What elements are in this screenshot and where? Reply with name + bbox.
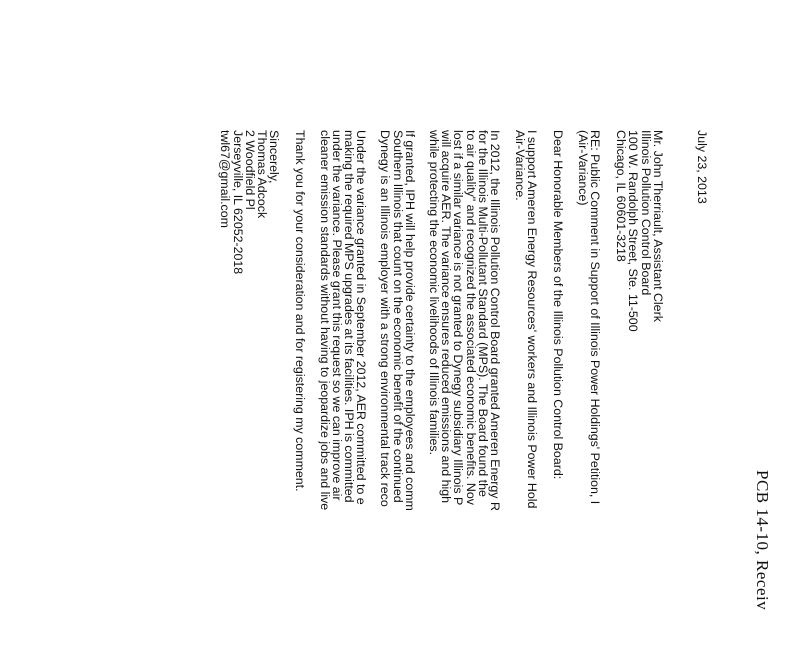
- paragraph-line: while protecting the economic livelihoods of Illinois families.: [426, 130, 441, 456]
- signer-email: twl67@gmail.com: [218, 130, 233, 228]
- paragraph-line: under the variance. Please grant this request so we can improve air: [329, 130, 344, 501]
- address-line: Illinois Pollution Control Board: [638, 130, 653, 296]
- support-statement: [514, 130, 538, 650]
- paragraph-line: Under the variance granted in September 2012, AER committed to e: [354, 130, 369, 505]
- letter-body: [219, 130, 708, 650]
- paragraph-line: for the Illinois Multi-Pollutant Standard (MPS). The Board found the: [475, 130, 490, 497]
- thanks-line: Thank you for your consideration and for registering my comment.: [293, 130, 308, 492]
- closing: Sincerely,: [267, 130, 282, 184]
- paragraph-1: [428, 130, 501, 650]
- paragraph-line: to air quality" and recognized the associated economic benefits. Nov: [463, 130, 478, 505]
- signer-city: Jerseyville, IL 62052-2018: [230, 130, 245, 275]
- salutation: Dear Honorable Members of the Illinois Pollution Control Board:: [550, 130, 565, 480]
- paragraph-3: [318, 130, 367, 650]
- paragraph-2: [379, 130, 416, 650]
- address-line: Chicago, IL 60601-3218: [614, 130, 629, 262]
- letter-date: July 23, 2013: [695, 130, 709, 204]
- paragraph-line: lost if a similar variance is not granted to Dynegy subsidiary Illinois P: [451, 130, 466, 506]
- paragraph-line: Dynegy is an Illinois employer with a strong environmental track reco: [378, 130, 393, 507]
- signer-street: 2 Woodfield Pl: [242, 130, 257, 210]
- subject-line: [577, 130, 601, 650]
- support-line-2: Air-Variance.: [513, 130, 528, 201]
- paragraph-line: In 2012, the Illinois Pollution Control Board granted Ameren Energy R: [487, 130, 502, 511]
- signature-block: [219, 130, 268, 650]
- paragraph-line: making the required MPS upgrades at its facilities. IPH is committed: [341, 130, 356, 503]
- subject-line-2: (Air-Variance): [575, 130, 590, 206]
- address-line: Mr. John Therriault, Assistant Clerk: [650, 130, 665, 322]
- subject-line-1: RE: Public Comment in Support of Illinois Power Holdings' Petition, I: [587, 130, 602, 505]
- paragraph-line: Southern Illinois that count on the economic benefit of the continued: [390, 130, 405, 503]
- signer-name: Thomas Adcock: [254, 130, 269, 219]
- recipient-address: [615, 130, 664, 650]
- address-line: 100 W. Randolph Street, Ste. 11-500: [626, 130, 641, 332]
- filing-stamp: PCB 14-10, Receiv: [753, 470, 772, 611]
- paragraph-line: If granted, IPH will help provide certainty to the employees and comm: [402, 130, 417, 511]
- paragraph-line: will acquire AER. The variance ensures reduced emissions and high: [439, 130, 454, 504]
- paragraph-line: cleaner emission standards without having to jeopardize jobs and live: [317, 130, 332, 511]
- support-line-1: I support Ameren Energy Resources' workers and Illinois Power Hold: [525, 130, 540, 509]
